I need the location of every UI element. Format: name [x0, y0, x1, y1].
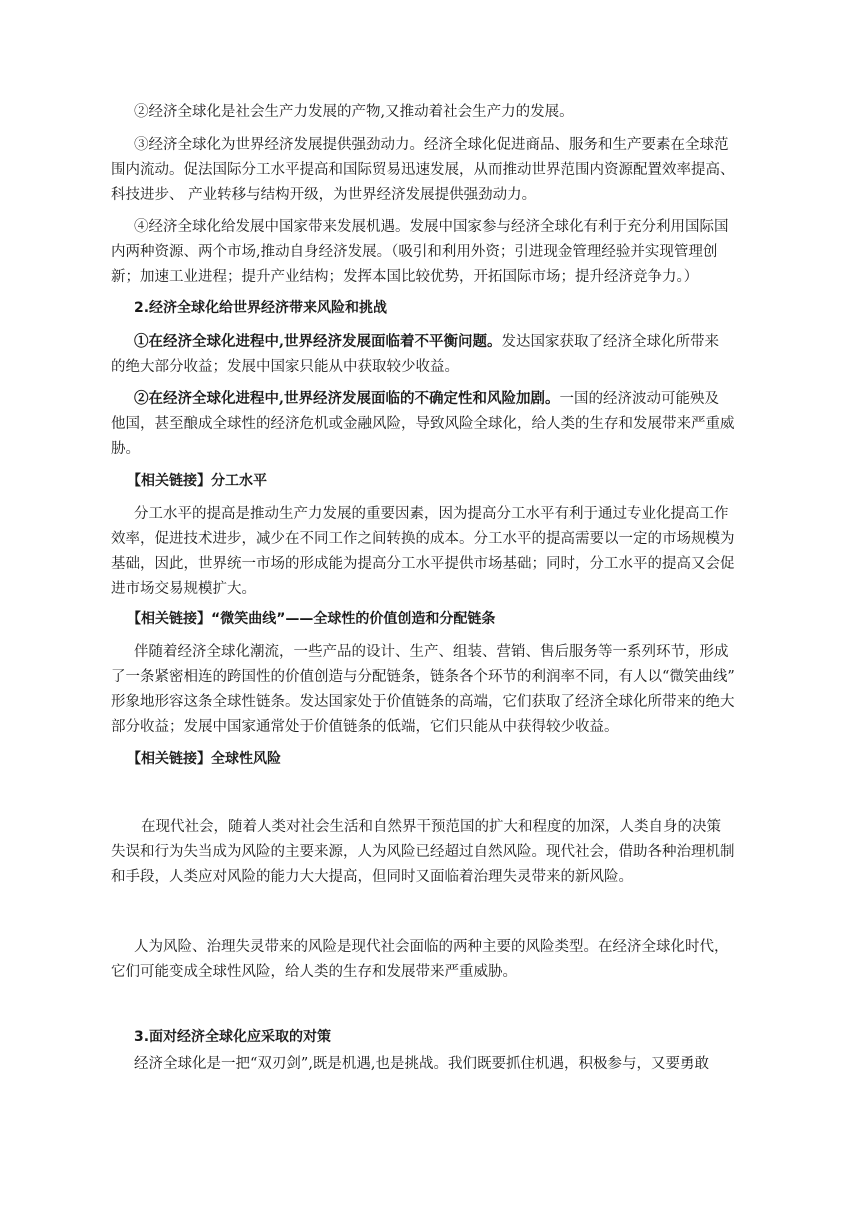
text-line: ②经济全球化是社会生产力发展的产物,又推动着社会生产力的发展。 — [134, 104, 574, 120]
text-line: 胁。 — [111, 441, 140, 457]
text-line: 伴随着经济全球化潮流，一些产品的设计、生产、组装、营销、售后服务等一系列环节，形成 — [134, 644, 729, 660]
text-line: 新；加速工业进程；提升产业结构；发挥本国比较优势，开拓国际市场；提升经济竞争力。） — [111, 269, 699, 285]
text-line: 内两种资源、两个市场,推动自身经济发展。（吸引和利用外资；引进现金管理经验并实现管理创 — [111, 244, 718, 260]
text-line: 经济全球化是一把“双刃剑”,既是机遇,也是挑战。我们既要抓住机遇，积极参与，又要勇敢 — [134, 1056, 710, 1072]
text-line: 它们可能变成全球性风险，给人类的生存和发展带来严重威胁。 — [111, 964, 517, 980]
text-rest: 发达国家获取了经济全球化所带来 — [501, 334, 720, 350]
related-link-global-risk: 【相关链接】全球性风险 — [127, 751, 281, 767]
text-line: 的绝大部分收益；发展中国家只能从中获取较少收益。 — [111, 359, 459, 375]
related-link-smile-curve: 【相关链接】“微笑曲线”——全球性的价值创造和分配链条 — [127, 611, 496, 627]
text-line: 他国，甚至酿成全球性的经济危机或金融风险，导致风险全球化，给人类的生存和发展带来严重威 — [111, 416, 735, 432]
text-line: 和手段，人类应对风险的能力大大提高，但同时又面临着治理失灵带来的新风险。 — [111, 869, 633, 885]
text-line: 分工水平的提高是推动生产力发展的重要因素，因为提高分工水平有利于通过专业化提高工作 — [134, 506, 729, 522]
text-line: 在现代社会，随着人类对社会生活和自然界干预范国的扩大和程度的加深，人类自身的决策 — [141, 819, 721, 835]
text-line: 效率，促进技术进步，减少在不同工作之间转换的成本。分工水平的提高需要以一定的市场规模为 — [111, 531, 735, 547]
text-line — [134, 387, 719, 412]
bold-lead: ②在经济全球化进程中,世界经济发展面临的不确定性和风险加剧。 — [134, 390, 560, 407]
text-line: 失误和行为失当成为风险的主要来源，人为风险已经超过自然风险。现代社会，借助各种治理机制 — [111, 844, 735, 860]
text-line — [134, 330, 719, 355]
section-heading-countermeasures: 3.面对经济全球化应采取的对策 — [134, 1029, 332, 1045]
related-link-division: 【相关链接】分工水平 — [127, 473, 267, 489]
section-heading-risks: 2.经济全球化给世界经济带来风险和挑战 — [134, 300, 388, 316]
text-line: 基础，因此，世界统一市场的形成能为提高分工水平提供市场基础；同时，分工水平的提高又会促 — [111, 556, 735, 572]
text-line: 进市场交易规模扩大。 — [111, 581, 256, 597]
text-line: 形象地形容这条全球性链条。发达国家处于价值链条的高端，它们获取了经济全球化所带来的绝大 — [111, 694, 735, 710]
text-rest: 一国的经济波动可能殃及 — [559, 391, 720, 407]
text-line: 了一条紧密相连的跨国性的价值创造与分配链条，链条各个环节的利润率不同，有人以“微笑曲线” — [111, 669, 735, 685]
text-line: ④经济全球化给发展中国家带来发展机遇。发展中国家参与经济全球化有利于充分利用国际国 — [134, 219, 729, 235]
bold-lead: ①在经济全球化进程中,世界经济发展面临着不平衡问题。 — [134, 333, 502, 350]
text-line: 部分收益；发展中国家通常处于价值链条的低端，它们只能从中获得较少收益。 — [111, 719, 619, 735]
text-line: 科技进步、 产业转移与结构开级，为世界经济发展提供强劲动力。 — [111, 187, 537, 203]
text-line: ③经济全球化为世界经济发展提供强劲动力。经济全球化促进商品、服务和生产要素在全球范 — [134, 137, 729, 153]
text-line: 人为风险、治理失灵带来的风险是现代社会面临的两种主要的风险类型。在经济全球化时代， — [134, 939, 729, 955]
text-line: 围内流动。促法国际分工水平提高和国际贸易迅速发展，从而推动世界范围内资源配置效率提高、 — [111, 162, 735, 178]
